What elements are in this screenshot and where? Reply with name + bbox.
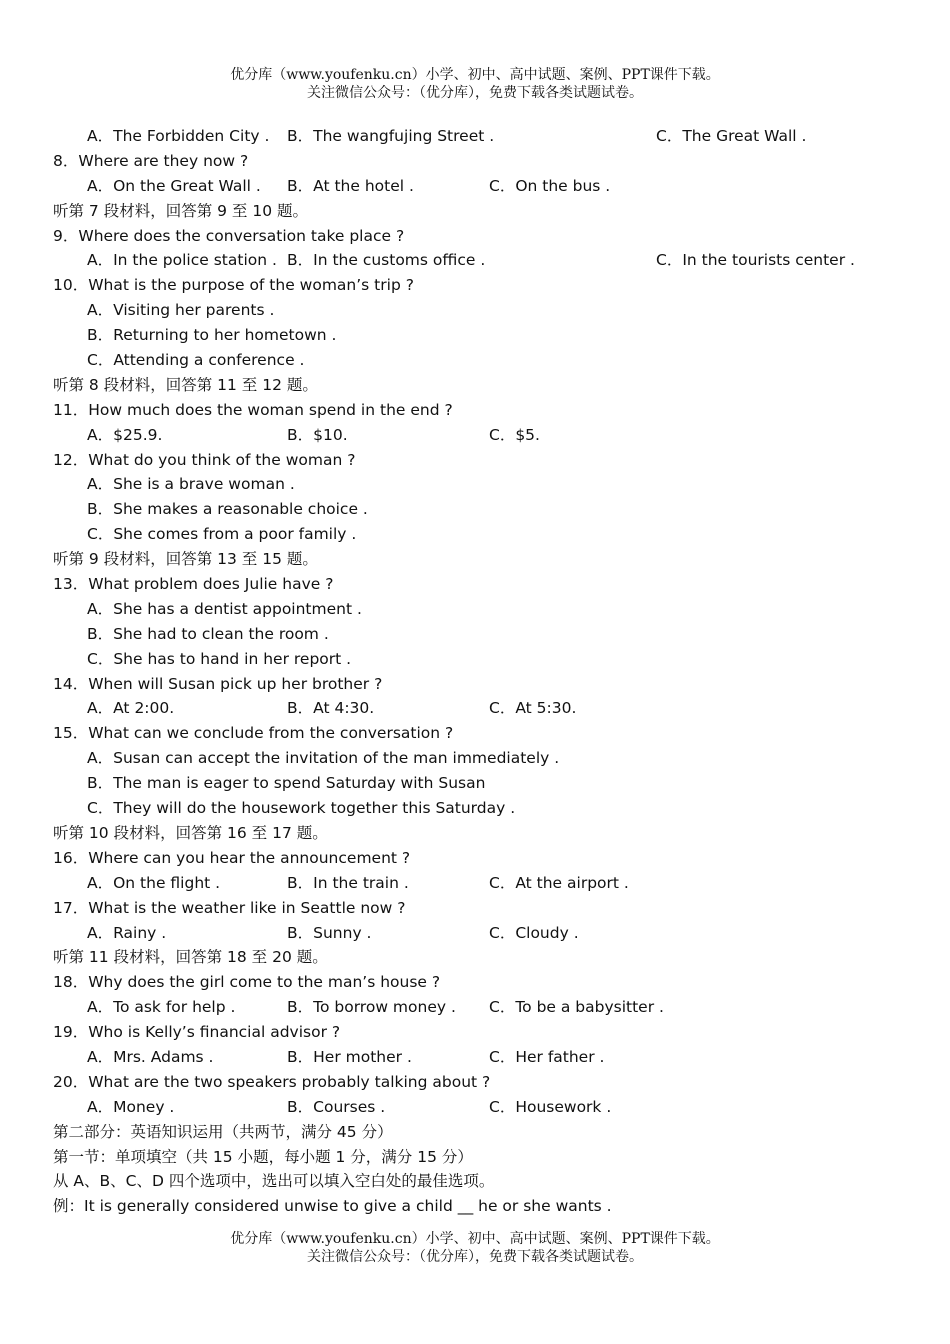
option-text: B．The man is eager to spend Saturday with Susan xyxy=(87,774,486,793)
option-c: C．Housework . xyxy=(489,1097,612,1116)
option-text: C．Attending a conference . xyxy=(87,351,305,370)
section-text: 例：It is generally considered unwise to give a child __ he or she wants . xyxy=(53,1197,612,1216)
header-line-2: 关注微信公众号：（优分库），免费下载各类试题试卷。 xyxy=(307,85,643,101)
option-b: B．Courses . xyxy=(287,1097,386,1116)
section-heading xyxy=(0,1194,950,1219)
section-heading xyxy=(0,1169,950,1194)
option-b: B．$10. xyxy=(287,425,348,444)
question-text: 8．Where are they now ? xyxy=(53,151,249,170)
option-text: B．Returning to her hometown . xyxy=(87,326,337,345)
option-b: B．Her mother . xyxy=(287,1047,412,1066)
option-text: A．She has a dentist appointment . xyxy=(87,599,362,618)
page-footer xyxy=(0,1230,950,1266)
section-text: 听第 8 段材料，回答第 11 至 12 题。 xyxy=(53,375,318,394)
section-heading xyxy=(0,821,950,846)
option-row xyxy=(0,124,950,149)
option-b: B．At 4:30. xyxy=(287,699,375,718)
question xyxy=(0,448,950,473)
option-c: C．$5. xyxy=(489,425,540,444)
question-text: 17．What is the weather like in Seattle now ? xyxy=(53,898,406,917)
option-line xyxy=(0,746,950,771)
option-a: A．The Forbidden City . xyxy=(87,127,270,145)
option-text: C．She comes from a poor family . xyxy=(87,525,357,544)
question-text: 10．What is the purpose of the woman’s trip ? xyxy=(53,276,414,295)
option-b: B．At the hotel . xyxy=(287,176,414,195)
option-text: A．Visiting her parents . xyxy=(87,301,275,320)
option-text: A．Susan can accept the invitation of the man immediately . xyxy=(87,749,560,768)
option-a: A．On the flight . xyxy=(87,873,221,892)
option-b: B．In the train . xyxy=(287,873,409,892)
question-text: 12．What do you think of the woman ? xyxy=(53,450,356,469)
option-line xyxy=(0,622,950,647)
section-text: 听第 7 段材料，回答第 9 至 10 题。 xyxy=(53,201,309,220)
option-row xyxy=(0,1045,950,1070)
option-a: A．To ask for help . xyxy=(87,998,236,1017)
option-a: A．$25.9. xyxy=(87,425,163,444)
option-text: C．She has to hand in her report . xyxy=(87,649,352,668)
question xyxy=(0,149,950,174)
option-line xyxy=(0,497,950,522)
section-text: 听第 10 段材料，回答第 16 至 17 题。 xyxy=(53,823,328,842)
option-b: B．In the customs office . xyxy=(287,251,486,270)
question xyxy=(0,224,950,249)
question-list xyxy=(0,124,950,1219)
section-text: 从 A、B、C、D 四个选项中，选出可以填入空白处的最佳选项。 xyxy=(53,1172,495,1191)
question xyxy=(0,1070,950,1095)
question xyxy=(0,1020,950,1045)
option-b: B．The wangfujing Street . xyxy=(287,127,495,145)
section-heading xyxy=(0,199,950,224)
option-c: C．The Great Wall . xyxy=(656,127,807,145)
question-text: 16．Where can you hear the announcement ? xyxy=(53,848,411,867)
question xyxy=(0,970,950,995)
option-c: C．At the airport . xyxy=(489,873,629,892)
option-line xyxy=(0,323,950,348)
option-a: A．Money . xyxy=(87,1097,175,1116)
option-row xyxy=(0,871,950,896)
option-c: C．To be a babysitter . xyxy=(489,998,664,1017)
option-c: C．Her father . xyxy=(489,1047,605,1066)
option-b: B．Sunny . xyxy=(287,923,372,942)
section-heading xyxy=(0,945,950,970)
page-header xyxy=(0,66,950,102)
option-line xyxy=(0,522,950,547)
section-text: 听第 9 段材料，回答第 13 至 15 题。 xyxy=(53,550,318,569)
question-text: 15．What can we conclude from the conversation ? xyxy=(53,724,454,743)
question-text: 19．Who is Kelly’s financial advisor ? xyxy=(53,1023,341,1042)
question-text: 14．When will Susan pick up her brother ? xyxy=(53,674,383,693)
option-row xyxy=(0,174,950,199)
option-a: A．In the police station . xyxy=(87,251,277,270)
question-text: 11．How much does the woman spend in the end ? xyxy=(53,400,453,419)
option-text: B．She had to clean the room . xyxy=(87,624,329,643)
section-heading xyxy=(0,1120,950,1145)
footer-line-2: 关注微信公众号：（优分库），免费下载各类试题试卷。 xyxy=(307,1249,643,1265)
option-c: C．In the tourists center . xyxy=(656,251,855,270)
question xyxy=(0,273,950,298)
option-row xyxy=(0,921,950,946)
footer-line-1: 优分库（www.youfenku.cn）小学、初中、高中试题、案例、PPT课件下载。 xyxy=(230,1231,720,1247)
option-a: A．At 2:00. xyxy=(87,699,175,718)
option-line xyxy=(0,472,950,497)
section-text: 第二部分：英语知识运用（共两节，满分 45 分） xyxy=(53,1122,393,1141)
option-c: C．At 5:30. xyxy=(489,699,577,718)
option-row xyxy=(0,1095,950,1120)
section-heading xyxy=(0,1145,950,1170)
option-c: C．Cloudy . xyxy=(489,923,579,942)
option-b: B．To borrow money . xyxy=(287,998,456,1017)
question-text: 18．Why does the girl come to the man’s house ? xyxy=(53,973,441,992)
option-a: A．On the Great Wall . xyxy=(87,176,261,195)
section-heading xyxy=(0,373,950,398)
header-line-1: 优分库（www.youfenku.cn）小学、初中、高中试题、案例、PPT课件下载。 xyxy=(230,67,720,83)
option-row xyxy=(0,248,950,273)
option-c: C．On the bus . xyxy=(489,176,611,195)
option-line xyxy=(0,348,950,373)
option-line xyxy=(0,647,950,672)
option-a: A．Rainy . xyxy=(87,923,167,942)
option-line xyxy=(0,597,950,622)
question xyxy=(0,721,950,746)
question xyxy=(0,672,950,697)
option-text: B．She makes a reasonable choice . xyxy=(87,500,368,519)
question xyxy=(0,896,950,921)
option-text: A．She is a brave woman . xyxy=(87,475,295,494)
question xyxy=(0,572,950,597)
option-line xyxy=(0,298,950,323)
option-row xyxy=(0,696,950,721)
option-row xyxy=(0,995,950,1020)
question xyxy=(0,398,950,423)
section-text: 听第 11 段材料，回答第 18 至 20 题。 xyxy=(53,948,328,967)
question-text: 9．Where does the conversation take place ? xyxy=(53,226,405,245)
question xyxy=(0,846,950,871)
option-text: C．They will do the housework together this Saturday . xyxy=(87,799,516,818)
option-line xyxy=(0,796,950,821)
section-text: 第一节：单项填空（共 15 小题，每小题 1 分，满分 15 分） xyxy=(53,1147,473,1166)
option-row xyxy=(0,423,950,448)
section-heading xyxy=(0,547,950,572)
question-text: 13．What problem does Julie have ? xyxy=(53,575,334,594)
question-text: 20．What are the two speakers probably talking about ? xyxy=(53,1072,491,1091)
option-a: A．Mrs. Adams . xyxy=(87,1047,214,1066)
option-line xyxy=(0,771,950,796)
